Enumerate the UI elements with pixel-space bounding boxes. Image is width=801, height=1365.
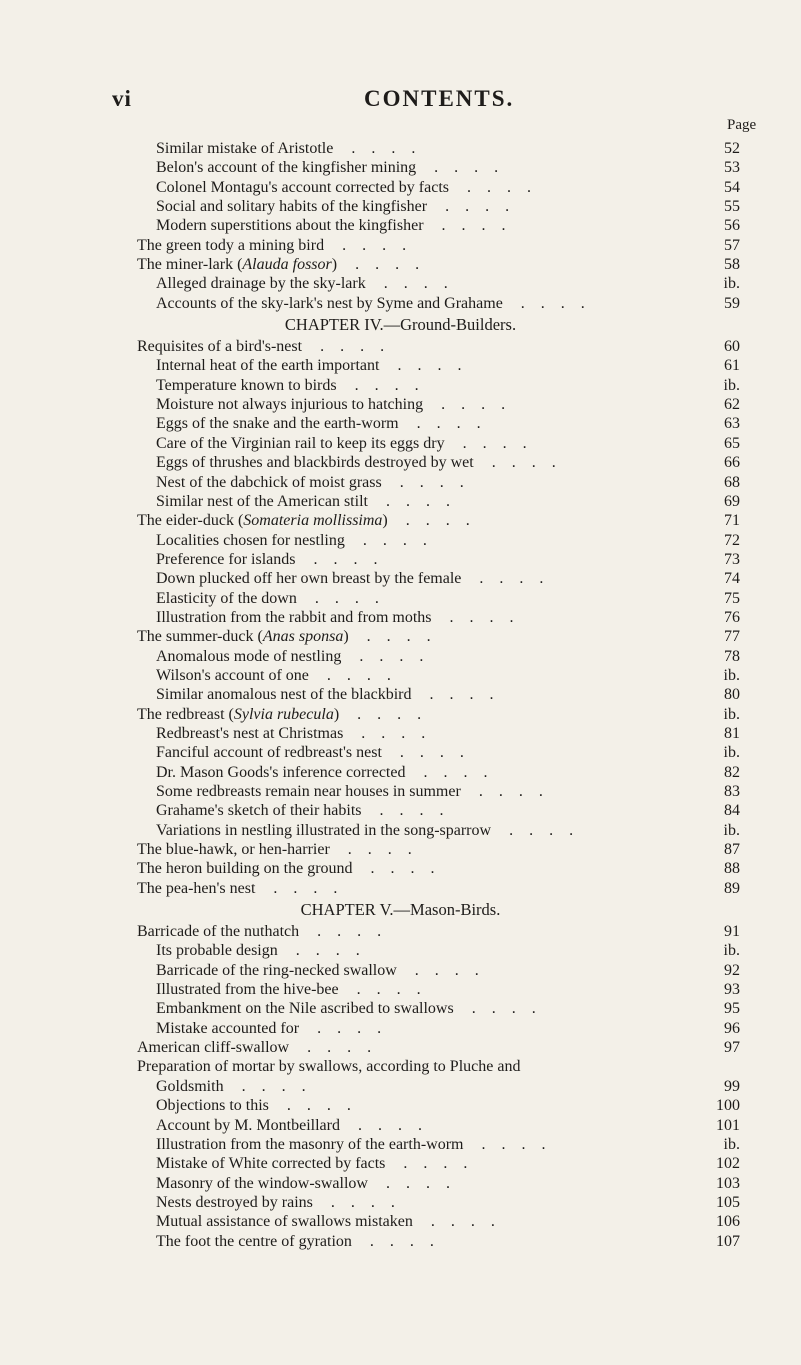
toc-entry bbox=[0, 1212, 801, 1231]
toc-entry bbox=[0, 395, 801, 414]
dot-leaders: . . . . bbox=[373, 275, 454, 293]
toc-entry-page: ib. bbox=[723, 666, 740, 684]
toc-entry-title: Nest of the dabchick of moist grass . . . . bbox=[156, 473, 470, 491]
toc-entry bbox=[0, 1096, 801, 1115]
toc-entry-page: ib. bbox=[723, 821, 740, 839]
toc-entry-title: Wilson's account of one . . . . bbox=[156, 666, 397, 684]
dot-leaders: . . . . bbox=[360, 860, 441, 878]
toc-entry bbox=[0, 1116, 801, 1135]
dot-leaders: . . . . bbox=[310, 338, 391, 356]
dot-leaders: . . . . bbox=[297, 1039, 378, 1057]
page-numeral: vi bbox=[112, 86, 132, 111]
dot-leaders: . . . . bbox=[320, 1193, 401, 1211]
toc-entry-page: 63 bbox=[724, 415, 740, 433]
toc-entry-page: ib. bbox=[723, 275, 740, 293]
toc-entry bbox=[0, 550, 801, 569]
dot-leaders: . . . . bbox=[431, 217, 512, 235]
toc-entry-page: 54 bbox=[724, 178, 740, 196]
toc-entry bbox=[0, 434, 801, 453]
toc-entry-title: The eider-duck (Somateria mollissima) . . . . bbox=[137, 512, 476, 530]
toc-entry-page: 102 bbox=[716, 1155, 740, 1173]
toc-entry bbox=[0, 801, 801, 820]
dot-leaders: . . . . bbox=[424, 159, 505, 177]
dot-leaders: . . . . bbox=[341, 140, 422, 157]
toc-entry bbox=[0, 763, 801, 782]
dot-leaders: . . . . bbox=[413, 763, 494, 781]
toc-entry-page: ib. bbox=[723, 942, 740, 960]
toc-entry-title: Nests destroyed by rains . . . . bbox=[156, 1193, 401, 1211]
toc-entry bbox=[0, 197, 801, 216]
toc-entry-page: 87 bbox=[724, 841, 740, 859]
toc-entry-page: 88 bbox=[724, 860, 740, 878]
toc-entry bbox=[0, 705, 801, 724]
toc-entry-page: 77 bbox=[724, 628, 740, 646]
toc-entry-page: 65 bbox=[724, 434, 740, 452]
toc-entry-title: Account by M. Montbeillard . . . . bbox=[156, 1116, 428, 1134]
dot-leaders: . . . . bbox=[337, 841, 418, 859]
dot-leaders: . . . . bbox=[510, 294, 591, 312]
toc-entry bbox=[0, 492, 801, 511]
toc-entry bbox=[0, 453, 801, 472]
dot-leaders: . . . . bbox=[375, 1174, 456, 1192]
toc-entry bbox=[0, 414, 801, 433]
toc-entry-title: Elasticity of the down . . . . bbox=[156, 589, 385, 607]
toc-entry-title: Accounts of the sky-lark's nest by Syme and Grahame . . . . bbox=[156, 294, 591, 312]
toc-entry-title: Similar nest of the American stilt . . . . bbox=[156, 492, 456, 510]
toc-entry-page: 78 bbox=[724, 647, 740, 665]
toc-entry-title: Preference for islands . . . . bbox=[156, 550, 384, 568]
toc-entry-title: Embankment on the Nile ascribed to swallows . . . . bbox=[156, 1000, 542, 1018]
toc-entry-page: 52 bbox=[724, 140, 740, 157]
toc-entry-title: Similar anomalous nest of the blackbird . . . . bbox=[156, 686, 500, 704]
toc-entry-page: 69 bbox=[724, 492, 740, 510]
toc-entry bbox=[0, 376, 801, 395]
toc-entry bbox=[0, 879, 801, 898]
toc-entry-title: Variations in nestling illustrated in the song-sparrow . . . . bbox=[156, 821, 580, 839]
toc-entry bbox=[0, 666, 801, 685]
toc-entry-page: 96 bbox=[724, 1019, 740, 1037]
toc-entry-title: Preparation of mortar by swallows, according to Pluche and bbox=[137, 1058, 521, 1076]
toc-entry-page: 105 bbox=[716, 1193, 740, 1211]
toc-entry-page: ib. bbox=[723, 376, 740, 394]
toc-entry-title: The heron building on the ground . . . . bbox=[137, 860, 441, 878]
toc-entry bbox=[0, 647, 801, 666]
toc-entry bbox=[0, 999, 801, 1018]
toc-entry bbox=[0, 1057, 801, 1076]
toc-entry-page: 107 bbox=[716, 1232, 740, 1250]
toc-entry-title: Localities chosen for nestling . . . . bbox=[156, 531, 433, 549]
toc-entry-page: ib. bbox=[723, 1135, 740, 1153]
toc-entry bbox=[0, 1077, 801, 1096]
toc-entry-title: American cliff-swallow . . . . bbox=[137, 1039, 378, 1057]
toc-entry-page: 55 bbox=[724, 198, 740, 216]
dot-leaders: . . . . bbox=[345, 256, 426, 274]
toc-entry-page: 84 bbox=[724, 802, 740, 820]
toc-entry-page: 62 bbox=[724, 396, 740, 414]
toc-entry-title: Eggs of the snake and the earth-worm . . . . bbox=[156, 415, 487, 433]
dot-leaders: . . . . bbox=[316, 666, 397, 684]
toc-entry-title: Some redbreasts remain near houses in summer . . . . bbox=[156, 783, 549, 800]
toc-entry bbox=[0, 178, 801, 197]
toc-entry-page: 100 bbox=[716, 1097, 740, 1115]
toc-entry-page: 80 bbox=[724, 686, 740, 704]
toc-entry-page: 57 bbox=[724, 236, 740, 254]
toc-entry-page: 91 bbox=[724, 923, 740, 941]
dot-leaders: . . . . bbox=[359, 1232, 440, 1250]
toc-entry-title: Social and solitary habits of the kingfisher . . . . bbox=[156, 198, 516, 216]
toc-entry-title: Barricade of the ring-necked swallow . . . . bbox=[156, 961, 485, 979]
dot-leaders: . . . . bbox=[369, 802, 450, 820]
chapter-heading bbox=[0, 313, 801, 337]
dot-leaders: . . . . bbox=[303, 550, 384, 568]
dot-leaders: . . . . bbox=[468, 783, 549, 800]
toc-entry bbox=[0, 685, 801, 704]
dot-leaders: . . . . bbox=[395, 512, 476, 530]
toc-entry-page: 97 bbox=[724, 1039, 740, 1057]
toc-entry-title: Similar mistake of Aristotle . . . . bbox=[156, 140, 422, 157]
toc-entry bbox=[0, 1154, 801, 1173]
toc-entry-title: Fanciful account of redbreast's nest . . . . bbox=[156, 744, 470, 762]
dot-leaders: . . . . bbox=[352, 531, 433, 549]
dot-leaders: . . . . bbox=[304, 589, 385, 607]
toc-entry-title: Alleged drainage by the sky-lark . . . . bbox=[156, 275, 454, 293]
toc-entry-title: Illustrated from the hive-bee . . . . bbox=[156, 981, 427, 999]
toc-entry-page: 101 bbox=[716, 1116, 740, 1134]
toc-entry bbox=[0, 961, 801, 980]
toc-entry-title: The foot the centre of gyration . . . . bbox=[156, 1232, 440, 1250]
toc-entry-page: 74 bbox=[724, 570, 740, 588]
toc-entry-title: Anomalous mode of nestling . . . . bbox=[156, 647, 430, 665]
dot-leaders: . . . . bbox=[420, 1213, 501, 1231]
dot-leaders: . . . . bbox=[344, 376, 425, 394]
toc-entry bbox=[0, 980, 801, 999]
dot-leaders: . . . . bbox=[431, 396, 512, 414]
dot-leaders: . . . . bbox=[307, 1019, 388, 1037]
dot-leaders: . . . . bbox=[347, 705, 428, 723]
toc-entry-title: Grahame's sketch of their habits . . . . bbox=[156, 802, 450, 820]
toc-entry bbox=[0, 840, 801, 859]
toc-entry bbox=[0, 608, 801, 627]
toc-entry-page: 103 bbox=[716, 1174, 740, 1192]
toc-entry bbox=[0, 922, 801, 941]
toc-entry-title: Goldsmith . . . . bbox=[156, 1077, 312, 1095]
toc-entry bbox=[0, 1174, 801, 1193]
toc-entry-title: Modern superstitions about the kingfisher . . . . bbox=[156, 217, 512, 235]
toc-entry bbox=[0, 531, 801, 550]
toc-entry-title: The pea-hen's nest . . . . bbox=[137, 879, 344, 897]
toc-entry bbox=[0, 294, 801, 313]
toc-entry bbox=[0, 1135, 801, 1154]
toc-entry-page: 72 bbox=[724, 531, 740, 549]
dot-leaders: . . . . bbox=[406, 415, 487, 433]
toc-entry bbox=[0, 255, 801, 274]
toc-entry bbox=[0, 1019, 801, 1038]
toc-entry-title: The redbreast (Sylvia rubecula) . . . . bbox=[137, 705, 428, 723]
toc-entry-page: 89 bbox=[724, 879, 740, 897]
toc-entry-page: 82 bbox=[724, 763, 740, 781]
toc-entry-title: Requisites of a bird's-nest . . . . bbox=[137, 338, 391, 356]
toc-entry-title: The miner-lark (Alauda fossor) . . . . bbox=[137, 256, 426, 274]
toc-entry-title: Mistake accounted for . . . . bbox=[156, 1019, 388, 1037]
toc-entry-page: 92 bbox=[724, 961, 740, 979]
toc-entry-page: 71 bbox=[724, 512, 740, 530]
toc-entry-page: 75 bbox=[724, 589, 740, 607]
toc-entry-page: 60 bbox=[724, 338, 740, 356]
toc-entry-page: 58 bbox=[724, 256, 740, 274]
dot-leaders: . . . . bbox=[461, 1000, 542, 1018]
toc-entry bbox=[0, 627, 801, 646]
chapter-heading bbox=[0, 898, 801, 922]
toc-entry-page: 81 bbox=[724, 724, 740, 742]
contents-list bbox=[0, 139, 801, 1251]
toc-entry-page: 68 bbox=[724, 473, 740, 491]
toc-entry bbox=[0, 216, 801, 235]
toc-entry bbox=[0, 724, 801, 743]
toc-entry-page: 95 bbox=[724, 1000, 740, 1018]
toc-entry bbox=[0, 1193, 801, 1212]
toc-entry bbox=[0, 1232, 801, 1251]
toc-entry bbox=[0, 356, 801, 375]
dot-leaders: . . . . bbox=[499, 821, 580, 839]
chapter-heading-text: CHAPTER IV.—Ground-Builders. bbox=[284, 315, 517, 335]
toc-entry-title: Eggs of thrushes and blackbirds destroyed by wet . . . . bbox=[156, 454, 562, 472]
toc-entry-page: 56 bbox=[724, 217, 740, 235]
toc-entry bbox=[0, 511, 801, 530]
toc-entry-title: Redbreast's nest at Christmas . . . . bbox=[156, 724, 432, 742]
toc-entry bbox=[0, 1038, 801, 1057]
toc-entry-title: Masonry of the window-swallow . . . . bbox=[156, 1174, 456, 1192]
dot-leaders: . . . . bbox=[307, 923, 388, 941]
page-title: CONTENTS. bbox=[364, 86, 515, 111]
toc-entry-title: Barricade of the nuthatch . . . . bbox=[137, 923, 388, 941]
toc-entry-title: Illustration from the rabbit and from moths . . . . bbox=[156, 608, 520, 626]
toc-entry bbox=[0, 859, 801, 878]
toc-entry-title: The green tody a mining bird . . . . bbox=[137, 236, 413, 254]
toc-entry-page: 53 bbox=[724, 159, 740, 177]
toc-entry bbox=[0, 821, 801, 840]
dot-leaders: . . . . bbox=[419, 686, 500, 704]
dot-leaders: . . . . bbox=[349, 647, 430, 665]
dot-leaders: . . . . bbox=[389, 744, 470, 762]
dot-leaders: . . . . bbox=[346, 981, 427, 999]
toc-entry-page: 93 bbox=[724, 981, 740, 999]
dot-leaders: . . . . bbox=[276, 1097, 357, 1115]
toc-entry bbox=[0, 782, 801, 801]
dot-leaders: . . . . bbox=[452, 434, 533, 452]
dot-leaders: . . . . bbox=[356, 628, 437, 646]
toc-entry bbox=[0, 569, 801, 588]
dot-leaders: . . . . bbox=[469, 570, 550, 588]
dot-leaders: . . . . bbox=[393, 1155, 474, 1173]
toc-entry-title: Colonel Montagu's account corrected by facts . . . . bbox=[156, 178, 538, 196]
toc-entry-page: 106 bbox=[716, 1213, 740, 1231]
toc-entry-page: 66 bbox=[724, 454, 740, 472]
dot-leaders: . . . . bbox=[471, 1135, 552, 1153]
dot-leaders: . . . . bbox=[389, 473, 470, 491]
chapter-heading-text: CHAPTER V.—Mason-Birds. bbox=[300, 900, 501, 920]
dot-leaders: . . . . bbox=[404, 961, 485, 979]
toc-entry bbox=[0, 941, 801, 960]
dot-leaders: . . . . bbox=[285, 942, 366, 960]
dot-leaders: . . . . bbox=[263, 879, 344, 897]
toc-entry-title: Mutual assistance of swallows mistaken . . . . bbox=[156, 1213, 501, 1231]
toc-entry-page: 83 bbox=[724, 783, 740, 800]
toc-entry-page: 59 bbox=[724, 294, 740, 312]
toc-entry-title: Temperature known to birds . . . . bbox=[156, 376, 425, 394]
toc-entry-title: Dr. Mason Goods's inference corrected . . . . bbox=[156, 763, 494, 781]
toc-entry-title: Its probable design . . . . bbox=[156, 942, 366, 960]
dot-leaders: . . . . bbox=[481, 454, 562, 472]
toc-entry-page: 61 bbox=[724, 357, 740, 375]
toc-entry-title: Mistake of White corrected by facts . . . . bbox=[156, 1155, 474, 1173]
toc-entry bbox=[0, 337, 801, 356]
toc-entry-title: The summer-duck (Anas sponsa) . . . . bbox=[137, 628, 437, 646]
page-column-label: Page bbox=[727, 117, 757, 133]
toc-entry bbox=[0, 274, 801, 293]
toc-entry bbox=[0, 743, 801, 762]
toc-entry-title: Illustration from the masonry of the earth-worm . . . . bbox=[156, 1135, 552, 1153]
toc-entry-page: 99 bbox=[724, 1077, 740, 1095]
toc-entry-title: Objections to this . . . . bbox=[156, 1097, 357, 1115]
dot-leaders: . . . . bbox=[439, 608, 520, 626]
toc-entry bbox=[0, 236, 801, 255]
toc-entry-title: Moisture not always injurious to hatching . . . . bbox=[156, 396, 512, 414]
dot-leaders: . . . . bbox=[332, 236, 413, 254]
toc-entry-title: Belon's account of the kingfisher mining . . . . bbox=[156, 159, 505, 177]
toc-entry-title: The blue-hawk, or hen-harrier . . . . bbox=[137, 841, 418, 859]
toc-entry-page: ib. bbox=[723, 705, 740, 723]
dot-leaders: . . . . bbox=[457, 178, 538, 196]
toc-entry-title: Down plucked off her own breast by the female . . . . bbox=[156, 570, 550, 588]
toc-entry bbox=[0, 139, 801, 158]
toc-entry-page: ib. bbox=[723, 744, 740, 762]
toc-entry bbox=[0, 473, 801, 492]
toc-entry-page: 73 bbox=[724, 550, 740, 568]
dot-leaders: . . . . bbox=[351, 724, 432, 742]
toc-entry-title: Care of the Virginian rail to keep its eggs dry . . . . bbox=[156, 434, 533, 452]
dot-leaders: . . . . bbox=[375, 492, 456, 510]
toc-entry-title: Internal heat of the earth important . . . . bbox=[156, 357, 468, 375]
dot-leaders: . . . . bbox=[387, 357, 468, 375]
toc-entry bbox=[0, 158, 801, 177]
dot-leaders: . . . . bbox=[347, 1116, 428, 1134]
dot-leaders: . . . . bbox=[231, 1077, 312, 1095]
dot-leaders: . . . . bbox=[435, 198, 516, 216]
toc-entry-page: 76 bbox=[724, 608, 740, 626]
toc-entry bbox=[0, 589, 801, 608]
